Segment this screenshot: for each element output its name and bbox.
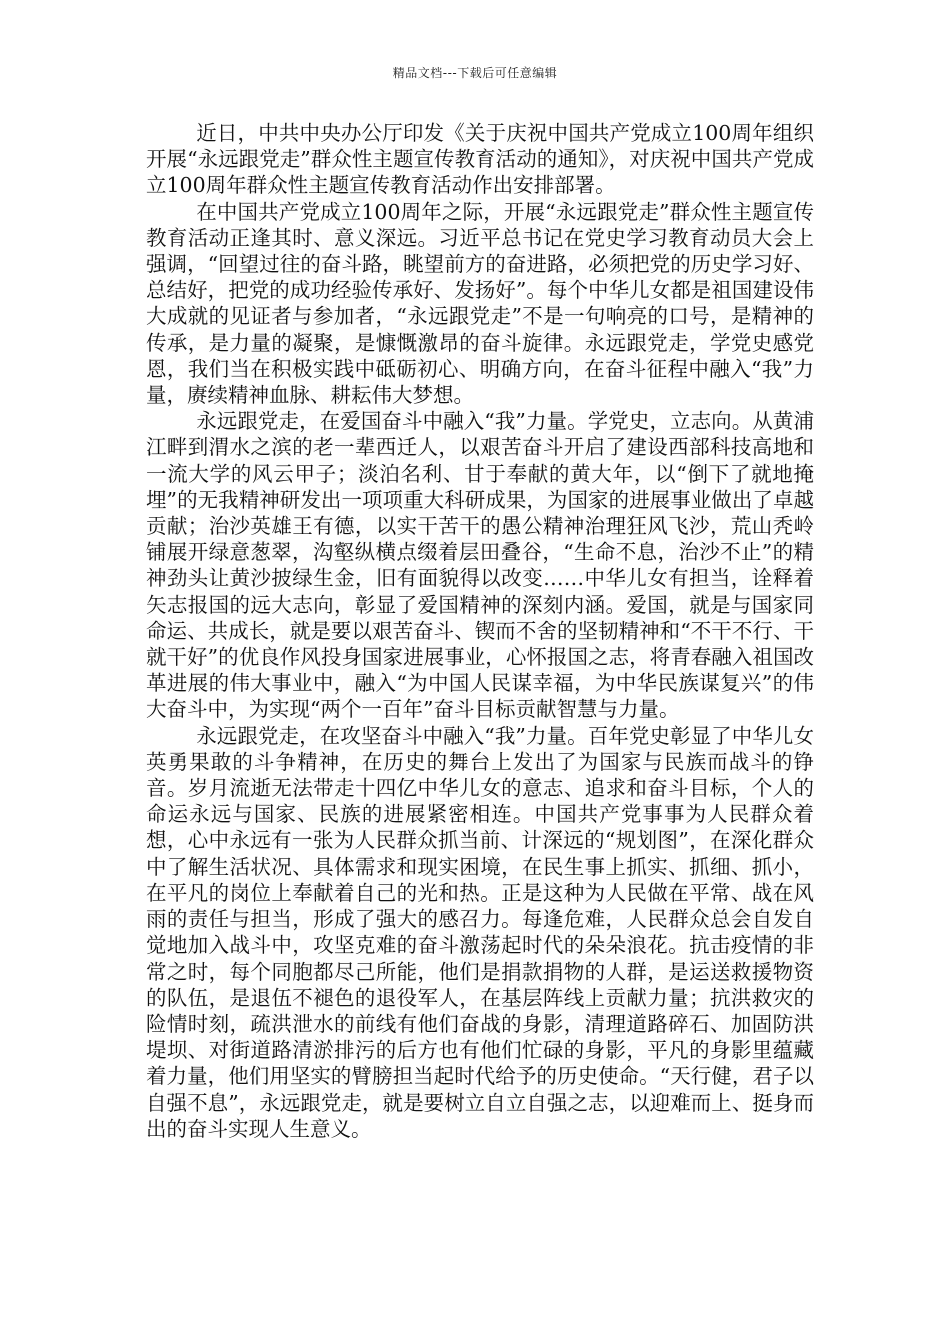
- paragraph: 永远跟党走，在爱国奋斗中融入“我”力量。学党史，立志向。从黄浦江畔到渭水之滨的老一辈西迁人，以艰苦奋斗开启了建设西部科技高地和一流大学的风云甲子；淡泊名利、甘于奉献的黄大年，以“倒下了就地掩埋”的无我精神研发出一项项重大科研成果，为国家的进展事业做出了卓越贡献；治沙英雄王有德，以实干苦干的愚公精神治理狂风飞沙，荒山秃岭铺展开绿意葱翠，沟壑纵横点缀着层田叠谷，“生命不息，治沙不止”的精神劲头让黄沙披绿生金，旧有面貌得以改变……中华儿女有担当，诠释着矢志报国的远大志向，彰显了爱国精神的深刻内涵。爱国，就是与国家同命运、共成长，就是要以艰苦奋斗、锲而不舍的坚韧精神和“不干不行、干就干好”的优良作风投身国家进展事业，心怀报国之志，将青春融入祖国改革进展的伟大事业中，融入“为中国人民谋幸福，为中华民族谋复兴”的伟大奋斗中，为实现“两个一百年”奋斗目标贡献智慧与力量。: [146, 409, 814, 722]
- paragraph: 永远跟党走，在攻坚奋斗中融入“我”力量。百年党史彰显了中华儿女英勇果敢的斗争精神，在历史的舞台上发出了为国家与民族而战斗的铮音。岁月流逝无法带走十四亿中华儿女的意志、追求和奋斗目标，个人的命运永远与国家、民族的进展紧密相连。中国共产党事事为人民群众着想，心中永远有一张为人民群众抓当前、计深远的“规划图”，在深化群众中了解生活状况、具体需求和现实困境，在民生事上抓实、抓细、抓小，在平凡的岗位上奉献着自己的光和热。正是这种为人民做在平常、战在风雨的责任与担当，形成了强大的感召力。每逢危难，人民群众总会自发自觉地加入战斗中，攻坚克难的奋斗激荡起时代的朵朵浪花。抗击疫情的非常之时，每个同胞都尽己所能，他们是捐款捐物的人群，是运送救援物资的队伍，是退伍不褪色的退役军人，在基层阵线上贡献力量；抗洪救灾的险情时刻，疏洪泄水的前线有他们奋战的身影，清理道路碎石、加固防洪堤坝、对街道路清淤排污的后方也有他们忙碌的身影，平凡的身影里蕴藏着力量，他们用坚实的臂膀担当起时代给予的历史使命。“天行健，君子以自强不息”，永远跟党走，就是要树立自立自强之志，以迎难而上、挺身而出的奋斗实现人生意义。: [146, 723, 814, 1141]
- paragraph: 近日，中共中央办公厅印发《关于庆祝中国共产党成立100周年组织开展“永远跟党走”群众性主题宣传教育活动的通知》，对庆祝中国共产党成立100周年群众性主题宣传教育活动作出安排部署。: [146, 121, 814, 198]
- article-body: [146, 120, 814, 1142]
- page-header: 精品文档---下载后可任意编辑: [392, 66, 558, 80]
- paragraph: 在中国共产党成立100周年之际，开展“永远跟党走”群众性主题宣传教育活动正逢其时、意义深远。习近平总书记在党史学习教育动员大会上强调，“回望过往的奋斗路，眺望前方的奋进路，必须把党的历史学习好、总结好，把党的成功经验传承好、发扬好”。每个中华儿女都是祖国建设伟大成就的见证者与参加者，“永远跟党走”不是一句响亮的口号，是精神的传承，是力量的凝聚，是慷慨激昂的奋斗旋律。永远跟党走，学党史感党恩，我们当在积极实践中砥砺初心、明确方向，在奋斗征程中融入“我”力量，赓续精神血脉、耕耘伟大梦想。: [146, 199, 814, 408]
